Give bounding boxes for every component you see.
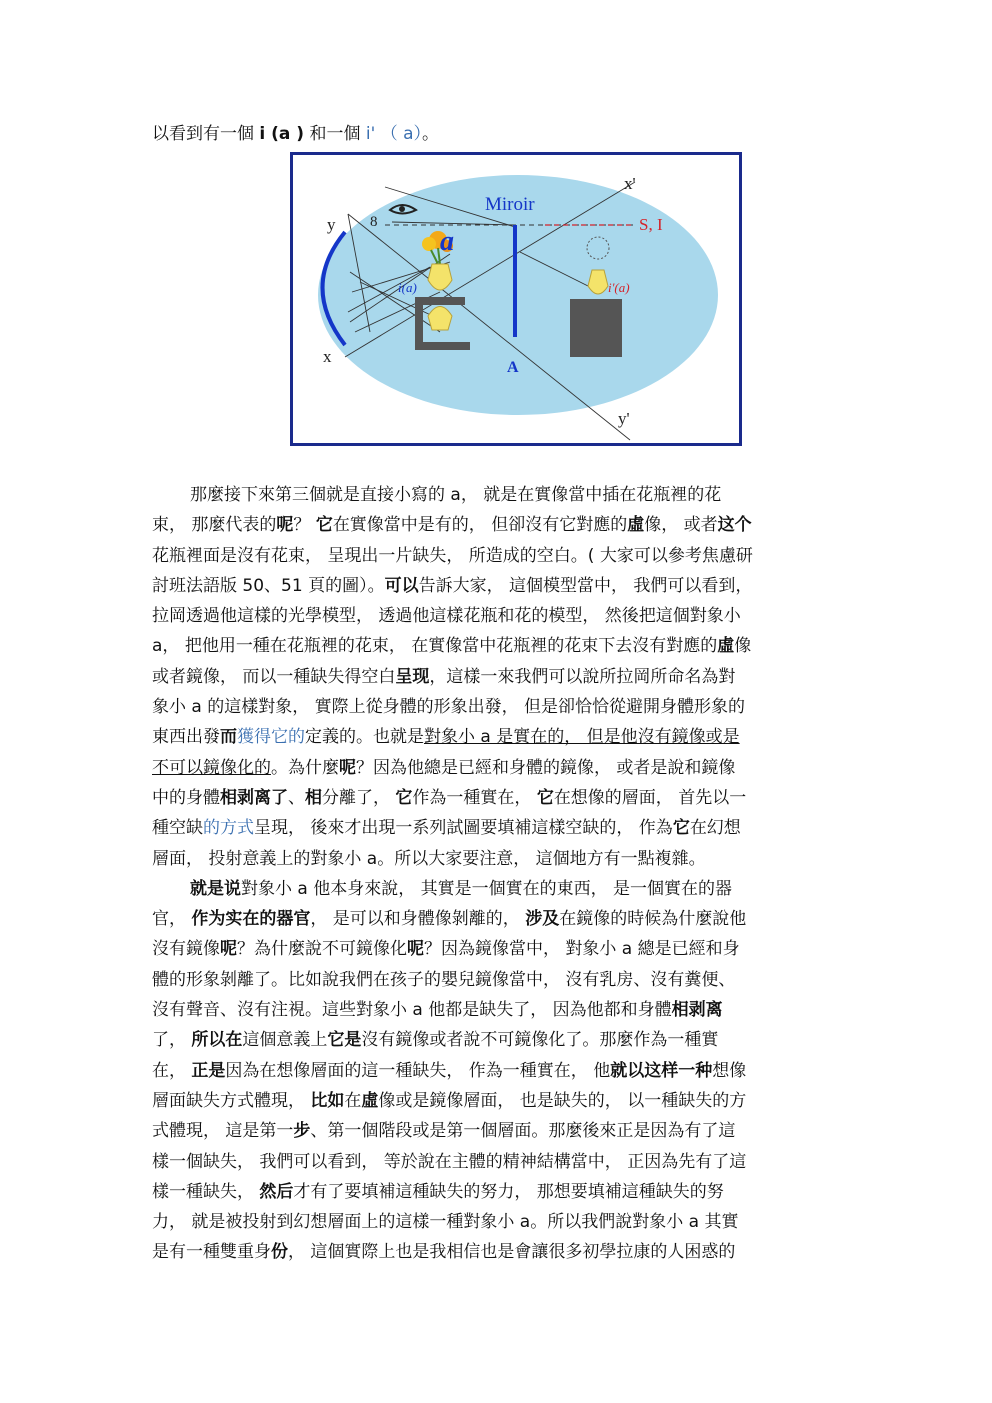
paragraph-2: 就是说對象小 a 他本身來說， 其實是一個實在的東西， 是一個實在的器 官， 作为实在的器官， 是可以和身體像剝離的， 涉及在鏡像的時候為什麼說他 沒有鏡像呢？為什麼說不可鏡像化呢？因為鏡像當中， 對象小 a 總是已經和身 體的形象剝離了。比如說我們在孩子的嬰兒鏡像當中， 沒有乳房、沒有糞便、 沒有聲音、沒有注視。這些對象小 a 他都是缺失了， 因為他都和身體相剥离 了， 所以在這個意義上它是沒有鏡像或者說不可鏡像化了。那麼作為一種實 在， 正是因為在想像層面的這一種缺失， 作為一種實在， 他就以这样一种想像 層面缺失方式體現， 比如在虛像或是鏡像層面， 也是缺失的， 以一種缺失的方 式體現， 這是第一步、第一個階段或是第一個層面。那麼後來正是因為有了這 樣一個缺失， 我們可以看到， 等於說在主體的精神結構當中， 正因為先有了這 樣一種缺失， 然后才有了要填補這種缺失的努力， 那想要填補這種缺失的努 力， 就是被投射到幻想層面上的這樣一種對象小 a。所以我們說對象小 a 其實 是有一種雙重身份， 這個實際上也是我相信也是會讓很多初學拉康的人困惑的 <box>152 878 747 1263</box>
optical-model-diagram <box>290 152 742 446</box>
intro-text: 以看到有一個 <box>152 124 260 144</box>
intro-line <box>152 120 439 148</box>
iprime-label: i'(a) <box>608 280 630 295</box>
si-label: S, I <box>639 215 663 234</box>
a-label: a <box>440 226 454 257</box>
y-label: y <box>327 215 336 234</box>
ia-label: i(a) <box>398 280 417 295</box>
xprime-label: x' <box>624 174 636 193</box>
paragraph-1: 那麼接下來第三個就是直接小寫的 a， 就是在實像當中插在花瓶裡的花 束， 那麼代表的呢？ 它在實像當中是有的， 但卻沒有它對應的虛像， 或者这个 花瓶裡面是沒有花束， 呈現出一片缺失， 所造成的空白。( 大家可以參考焦慮研 討班法語版 50、51 頁的圖）。可以告訴大家， 這個模型當中， 我們可以看到， 拉岡透過他這樣的光學模型， 透過他這樣花瓶和花的模型， 然後把這個對象小 a， 把他用一種在花瓶裡的花束， 在實像當中花瓶裡的花束下去沒有對應的虛像 或者鏡像， 而以一種缺失得空白呈现，這樣一來我們可以說所拉岡所命名為對 象小 a 的這樣對象， 實際上從身體的形象出發， 但是卻恰恰從避開身體形象的 東西出發而獲得它的定義的。也就是對象小 a 是實在的， 但是他沒有鏡像或是 不可以鏡像化的。為什麼呢？因為他總是已經和身體的鏡像， 或者是說和鏡像 中的身體相剥离了、相分離了， 它作為一種實在， 它在想像的層面， 首先以一 種空缺的方式呈現， 後來才出現一系列試圖要填補這樣空缺的， 作為它在幻想 層面， 投射意義上的對象小 a。所以大家要注意， 這個地方有一點複雜。 <box>152 485 753 869</box>
miroir-label: Miroir <box>485 194 535 215</box>
text-run: 那麼接下來第三個就是直接小寫的 a， 就是在實像當中插在花瓶裡的花 <box>190 485 722 505</box>
i-prime-a-term: i' （ a） <box>365 124 423 144</box>
intro-text: 。 <box>422 124 440 144</box>
A-label: A <box>507 359 519 376</box>
body-text <box>152 480 838 1268</box>
intro-text: 和一個 <box>304 124 366 144</box>
eye-num-label: 8 <box>370 214 378 230</box>
yprime-label: y' <box>618 409 630 428</box>
x-label: x <box>323 347 332 366</box>
virtual-box <box>570 299 622 357</box>
i-a-term: i (a ) <box>259 124 305 144</box>
virtual-vase <box>588 270 608 294</box>
